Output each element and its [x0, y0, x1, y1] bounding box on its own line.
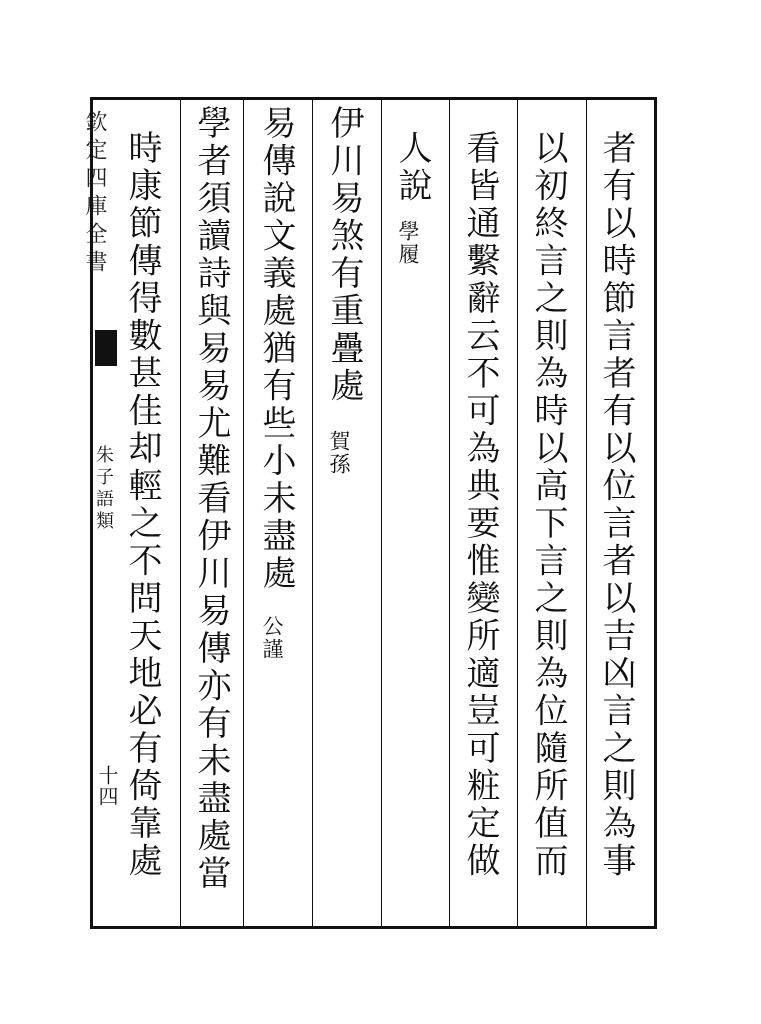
column-rule — [586, 97, 587, 929]
column-rule — [381, 97, 382, 929]
column-rule — [517, 97, 518, 929]
attribution-note: 賀孫 — [327, 430, 351, 476]
text-column-8: 時康節傳得數甚佳却輕之不問天地必有倚靠處 — [122, 130, 162, 880]
text-column-3: 看皆通繫辭云不可為典要惟變所適豈可粧定做 — [460, 130, 500, 880]
column-rule — [449, 97, 450, 929]
text-column-5: 伊川易煞有重疊處 — [324, 105, 364, 405]
text-column-2: 以初終言之則為時以高下言之則為位隨所值而 — [528, 130, 568, 880]
column-rule — [312, 97, 313, 929]
text-column-4: 人說 — [392, 130, 432, 205]
column-rule — [180, 97, 181, 929]
margin-title: 朱子語類 — [93, 445, 114, 533]
folio-number: 十四 — [95, 765, 119, 807]
column-rule — [243, 97, 244, 929]
text-column-1: 者有以時節言者有以位言者以吉凶言之則為事 — [596, 130, 636, 880]
book-title: 欽定四庫全書 — [82, 110, 107, 278]
page-frame — [82, 97, 657, 929]
text-column-7: 學者須讀詩與易易尤難看伊川易傳亦有未盡處當 — [191, 105, 231, 893]
attribution-note: 學履 — [396, 220, 420, 266]
text-column-6: 易傳說文義處猶有些小未盡處 — [256, 105, 296, 593]
attribution-note: 公謹 — [260, 615, 284, 661]
